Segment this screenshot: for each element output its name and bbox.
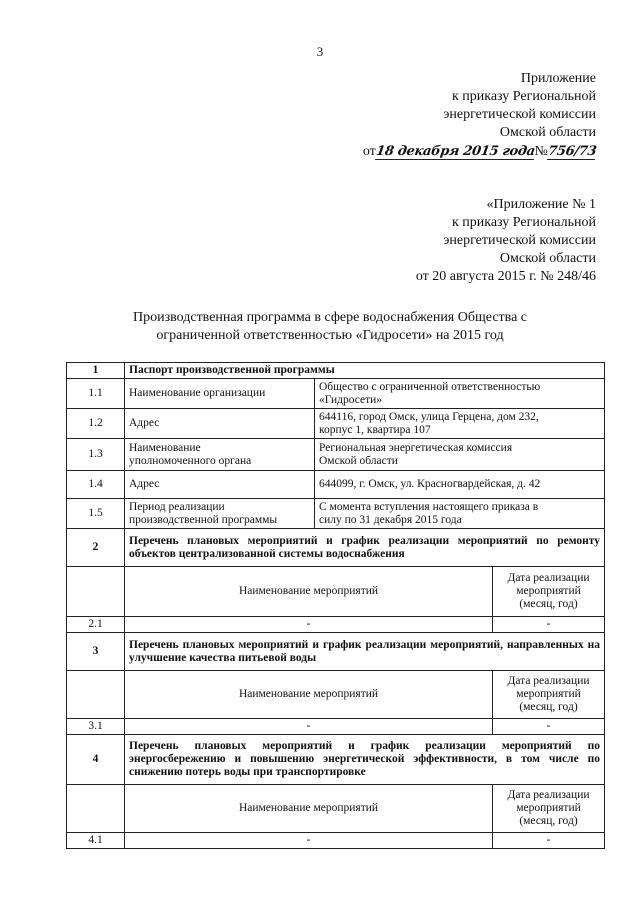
- row-name: -: [125, 617, 493, 633]
- row-number: 1.4: [67, 471, 125, 499]
- empty-cell: [67, 671, 125, 719]
- header-line: (месяц, год): [519, 598, 578, 610]
- annex-line: энергетической комиссии: [443, 233, 596, 248]
- column-header-name: Наименование мероприятий: [125, 785, 493, 833]
- date-prefix: от: [362, 144, 376, 159]
- row-number: 3.1: [67, 719, 125, 735]
- row-label: [125, 499, 315, 529]
- annex-date-line: [363, 143, 596, 161]
- title-line: Производственная программа в сфере водоснабжения Общества с: [132, 310, 528, 325]
- row-number: 1.3: [67, 439, 125, 471]
- row-number: 4.1: [67, 833, 125, 849]
- section-number: 2: [67, 529, 125, 567]
- row-name: -: [125, 833, 493, 849]
- row-value-line: 644116, город Омск, улица Герцена, дом 232,: [319, 410, 539, 423]
- row-number: 1.2: [67, 409, 125, 439]
- section-number: 1: [67, 363, 125, 379]
- column-header-row: [67, 671, 605, 719]
- row-value-line: силу по 31 декабря 2015 года: [319, 513, 462, 526]
- column-header-name: Наименование мероприятий: [125, 671, 493, 719]
- section-header-row: [67, 529, 605, 567]
- row-number: 1.5: [67, 499, 125, 529]
- row-number: 2.1: [67, 617, 125, 633]
- row-label: Наименование организации: [125, 379, 315, 409]
- section-title: Перечень плановых мероприятий и график реализации мероприятий, направленных на улучшение качества питьевой воды: [125, 633, 605, 671]
- table-row: [67, 379, 605, 409]
- table-row: [67, 719, 605, 735]
- row-date: -: [493, 833, 605, 849]
- empty-cell: [67, 567, 125, 617]
- header-line: Дата реализации: [507, 572, 590, 584]
- section-title: Перечень плановых мероприятий и график реализации мероприятий по энергосбережению и повышению энергетической эффективности, в том числе по снижению потерь воды при транспортировке: [125, 735, 605, 785]
- column-header-date: [493, 567, 605, 617]
- header-line: мероприятий: [516, 585, 581, 597]
- row-value: [315, 379, 605, 409]
- row-value-line: Омской области: [319, 454, 398, 467]
- annex-line: Приложение: [520, 71, 596, 86]
- title-line: ограниченной ответственностью «Гидросети» на 2015 год: [156, 328, 504, 343]
- header-line: (месяц, год): [519, 701, 578, 713]
- section-header-row: [67, 735, 605, 785]
- table-row: [67, 499, 605, 529]
- column-header-row: [67, 567, 605, 617]
- header-line: мероприятий: [516, 688, 581, 700]
- row-label-line: Наименование: [129, 441, 201, 454]
- original-annex-block: [416, 196, 596, 286]
- row-label-line: Период реализации: [129, 500, 225, 513]
- row-value-line: Региональная энергетическая комиссия: [319, 441, 513, 454]
- row-value-line: корпус 1, квартира 107: [319, 423, 431, 436]
- column-header-row: [67, 785, 605, 833]
- row-value: [315, 409, 605, 439]
- header-line: мероприятий: [516, 802, 581, 814]
- section-header-row: [67, 633, 605, 671]
- empty-cell: [67, 785, 125, 833]
- row-value: 644099, г. Омск, ул. Красногвардейская, д. 42: [315, 471, 605, 499]
- annex-line: к приказу Региональной: [451, 215, 596, 230]
- table-row: [67, 617, 605, 633]
- header-line: Дата реализации: [507, 789, 590, 801]
- row-date: -: [493, 617, 605, 633]
- column-header-name: Наименование мероприятий: [125, 567, 493, 617]
- annex-line: энергетической комиссии: [443, 107, 596, 122]
- row-value: [315, 439, 605, 471]
- annex-block: [363, 70, 596, 161]
- row-date: -: [493, 719, 605, 735]
- table-row: [67, 439, 605, 471]
- header-line: (месяц, год): [519, 815, 578, 827]
- handwritten-date: 18 декабря 2015 года: [374, 144, 536, 159]
- program-table: [66, 362, 605, 849]
- annex-line: к приказу Региональной: [451, 89, 596, 104]
- row-label-line: производственной программы: [129, 513, 278, 526]
- row-label: [125, 439, 315, 471]
- annex-line: «Приложение № 1: [486, 197, 596, 212]
- handwritten-number: 756/73: [546, 144, 598, 159]
- number-prefix: №: [534, 144, 548, 159]
- row-number: 1.1: [67, 379, 125, 409]
- table-row: [67, 471, 605, 499]
- row-value-line: С момента вступления настоящего приказа в: [319, 500, 539, 513]
- section-number: 3: [67, 633, 125, 671]
- row-value-line: Общество с ограниченной ответственностью: [319, 380, 541, 393]
- annex-line: Омской области: [499, 125, 596, 140]
- row-label: Адрес: [125, 409, 315, 439]
- row-label: Адрес: [125, 471, 315, 499]
- header-line: Дата реализации: [507, 675, 590, 687]
- row-name: -: [125, 719, 493, 735]
- row-value-line: «Гидросети»: [319, 393, 383, 406]
- row-value: [315, 499, 605, 529]
- section-title: Паспорт производственной программы: [125, 363, 605, 379]
- column-header-date: [493, 671, 605, 719]
- row-label-line: уполномоченного органа: [129, 454, 252, 467]
- column-header-date: [493, 785, 605, 833]
- section-title: Перечень плановых мероприятий и график реализации мероприятий по ремонту объектов централизованной системы водоснабжения: [125, 529, 605, 567]
- section-number: 4: [67, 735, 125, 785]
- table-row: [67, 409, 605, 439]
- page-number: 3: [316, 44, 324, 59]
- table-row: [67, 833, 605, 849]
- annex-line: от 20 августа 2015 г. № 248/46: [415, 269, 596, 284]
- section-header-row: [67, 363, 605, 379]
- document-title: [70, 309, 590, 345]
- annex-line: Омской области: [499, 251, 596, 266]
